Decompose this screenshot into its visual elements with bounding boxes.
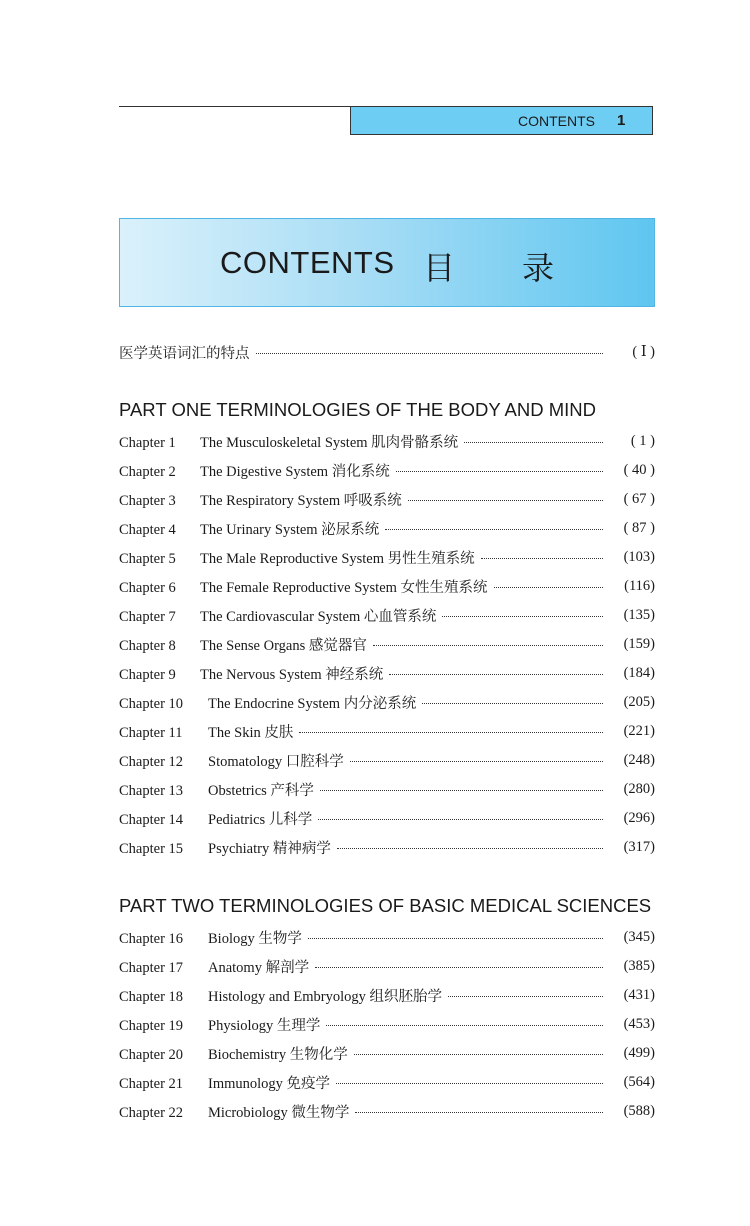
chapter-title: Histology and Embryology 组织胚胎学 xyxy=(208,988,443,1005)
toc-entry[interactable] xyxy=(119,691,655,713)
chapter-title: Stomatology 口腔科学 xyxy=(208,753,344,770)
dot-leader xyxy=(408,500,603,501)
toc-entry[interactable] xyxy=(119,633,655,655)
toc-entry-label xyxy=(119,927,302,948)
dot-leader xyxy=(256,353,604,354)
dot-leader xyxy=(385,529,603,530)
toc-entry[interactable] xyxy=(119,955,655,977)
chapter-title: Anatomy 解剖学 xyxy=(208,959,310,976)
banner-title-en: CONTENTS xyxy=(220,245,395,280)
toc-page-number: (564) xyxy=(623,1073,655,1090)
toc-entry[interactable] xyxy=(119,488,655,510)
running-header xyxy=(350,106,653,135)
toc-entry-label xyxy=(119,547,475,568)
toc-entry-label xyxy=(119,692,416,713)
toc-page-number: (588) xyxy=(623,1102,655,1119)
toc-entry-label xyxy=(119,605,436,626)
toc-page-number: (317) xyxy=(623,838,655,855)
toc-entry-label xyxy=(119,634,367,655)
toc-entry-intro[interactable] xyxy=(119,341,655,363)
dot-leader xyxy=(373,645,603,646)
toc-entry-label xyxy=(119,750,344,771)
toc-page-number: (499) xyxy=(623,1044,655,1061)
chapter-number: Chapter 22 xyxy=(119,1104,184,1121)
header-rule xyxy=(119,106,351,107)
toc-entry-label xyxy=(119,576,488,597)
toc-entry-label xyxy=(119,837,331,858)
dot-leader xyxy=(494,587,603,588)
toc-entry[interactable] xyxy=(119,926,655,948)
toc-entry[interactable] xyxy=(119,459,655,481)
toc-page-number: (103) xyxy=(623,548,655,565)
toc-entry-label xyxy=(119,431,458,452)
toc-page-number: ( 67 ) xyxy=(623,490,655,507)
part-two-heading: PART TWO TERMINOLOGIES OF BASIC MEDICAL SCIENCES xyxy=(119,895,652,916)
toc-entry[interactable] xyxy=(119,1071,655,1093)
chapter-title: Psychiatry 精神病学 xyxy=(208,840,331,857)
chapter-number: Chapter 21 xyxy=(119,1075,184,1092)
dot-leader xyxy=(308,938,603,939)
toc-entry[interactable] xyxy=(119,430,655,452)
toc-entry[interactable] xyxy=(119,807,655,829)
toc-page-number: (205) xyxy=(623,693,655,710)
toc-entry-label xyxy=(119,1014,320,1035)
dot-leader xyxy=(326,1025,603,1026)
contents-banner xyxy=(119,218,655,307)
toc-entry-label xyxy=(119,518,379,539)
toc-page-number: (135) xyxy=(623,606,655,623)
toc-page-number: (345) xyxy=(623,928,655,945)
chapter-title: Microbiology 微生物学 xyxy=(208,1104,350,1121)
toc-entry[interactable] xyxy=(119,604,655,626)
toc-page-number: ( 1 ) xyxy=(630,432,655,449)
dot-leader xyxy=(337,848,603,849)
toc-page-number: ( 40 ) xyxy=(623,461,655,478)
chapter-title: Biochemistry 生物化学 xyxy=(208,1046,348,1063)
chapter-number: Chapter 19 xyxy=(119,1017,184,1034)
dot-leader xyxy=(355,1112,603,1113)
chapter-number: Chapter 12 xyxy=(119,753,184,770)
dot-leader xyxy=(315,967,603,968)
chapter-title: The Urinary System 泌尿系统 xyxy=(200,521,380,538)
toc-page-number: ( 87 ) xyxy=(623,519,655,536)
toc-entry[interactable] xyxy=(119,575,655,597)
chapter-number: Chapter 20 xyxy=(119,1046,184,1063)
dot-leader xyxy=(320,790,603,791)
chapter-title: The Respiratory System 呼吸系统 xyxy=(200,492,402,509)
dot-leader xyxy=(464,442,603,443)
dot-leader xyxy=(389,674,603,675)
toc-entry-label xyxy=(119,779,314,800)
chapter-title: The Digestive System 消化系统 xyxy=(200,463,390,480)
toc-page-number: (453) xyxy=(623,1015,655,1032)
dot-leader xyxy=(354,1054,603,1055)
chapter-number: Chapter 9 xyxy=(119,666,176,683)
chapter-title: Biology 生物学 xyxy=(208,930,302,947)
dot-leader xyxy=(481,558,603,559)
toc-entry[interactable] xyxy=(119,984,655,1006)
chapter-title: The Sense Organs 感觉器官 xyxy=(200,637,367,654)
toc-entry[interactable] xyxy=(119,749,655,771)
chapter-number: Chapter 6 xyxy=(119,579,176,596)
toc-page-number: (385) xyxy=(623,957,655,974)
chapter-title: Physiology 生理学 xyxy=(208,1017,321,1034)
chapter-title: Immunology 免疫学 xyxy=(208,1075,331,1092)
chapter-title: Pediatrics 儿科学 xyxy=(208,811,313,828)
chapter-number: Chapter 10 xyxy=(119,695,184,712)
banner-title-cn-1: 目 xyxy=(423,249,456,287)
chapter-number: Chapter 17 xyxy=(119,959,184,976)
chapter-number: Chapter 11 xyxy=(119,724,183,741)
toc-page-number: (296) xyxy=(623,809,655,826)
page-number: 1 xyxy=(617,112,626,129)
dot-leader xyxy=(396,471,603,472)
dot-leader xyxy=(318,819,603,820)
chapter-number: Chapter 5 xyxy=(119,550,176,567)
toc-page-number: (221) xyxy=(623,722,655,739)
part-one-heading: PART ONE TERMINOLOGIES OF THE BODY AND MIND xyxy=(119,399,596,420)
chapter-title: The Female Reproductive System 女性生殖系统 xyxy=(200,579,488,596)
chapter-title: The Nervous System 神经系统 xyxy=(200,666,384,683)
chapter-number: Chapter 15 xyxy=(119,840,184,857)
toc-entry-label xyxy=(119,808,312,829)
toc-entry-label xyxy=(119,663,383,684)
toc-entry[interactable] xyxy=(119,546,655,568)
toc-page-number: (431) xyxy=(623,986,655,1003)
chapter-number: Chapter 4 xyxy=(119,521,176,538)
toc-entry-label xyxy=(119,460,390,481)
dot-leader xyxy=(448,996,603,997)
chapter-title: The Endocrine System 内分泌系统 xyxy=(208,695,417,712)
chapter-title: The Musculoskeletal System 肌肉骨骼系统 xyxy=(200,434,459,451)
chapter-number: Chapter 3 xyxy=(119,492,176,509)
chapter-number: Chapter 1 xyxy=(119,434,176,451)
chapter-number: Chapter 16 xyxy=(119,930,184,947)
toc-entry-label xyxy=(119,956,309,977)
dot-leader xyxy=(299,732,603,733)
chapter-title: The Skin 皮肤 xyxy=(208,724,294,741)
chapter-number: Chapter 18 xyxy=(119,988,184,1005)
dot-leader xyxy=(336,1083,603,1084)
toc-entry-label xyxy=(119,985,442,1006)
chapter-number: Chapter 7 xyxy=(119,608,176,625)
toc-page-number: (116) xyxy=(624,577,655,594)
toc-entry[interactable] xyxy=(119,1013,655,1035)
toc-entry[interactable] xyxy=(119,836,655,858)
toc-entry-label xyxy=(119,721,293,742)
toc-entry-label xyxy=(119,489,402,510)
banner-title-cn-2: 录 xyxy=(522,249,555,287)
dot-leader xyxy=(350,761,603,762)
toc-entry-label xyxy=(119,1101,349,1122)
toc-entry[interactable] xyxy=(119,778,655,800)
toc-entry-title: 医学英语词汇的特点 xyxy=(119,345,250,362)
chapter-number: Chapter 8 xyxy=(119,637,176,654)
toc-entry-label xyxy=(119,1072,330,1093)
chapter-title: The Male Reproductive System 男性生殖系统 xyxy=(200,550,475,567)
toc-page-number: ( Ⅰ ) xyxy=(632,343,655,360)
toc-entry[interactable] xyxy=(119,720,655,742)
toc-page-number: (248) xyxy=(623,751,655,768)
toc-page-number: (159) xyxy=(623,635,655,652)
dot-leader xyxy=(442,616,603,617)
chapter-number: Chapter 2 xyxy=(119,463,176,480)
toc-entry[interactable] xyxy=(119,1042,655,1064)
chapter-number: Chapter 14 xyxy=(119,811,184,828)
toc-page-number: (280) xyxy=(623,780,655,797)
chapter-number: Chapter 13 xyxy=(119,782,184,799)
toc-page-number: (184) xyxy=(623,664,655,681)
toc-entry[interactable] xyxy=(119,1100,655,1122)
chapter-title: The Cardiovascular System 心血管系统 xyxy=(200,608,437,625)
toc-entry[interactable] xyxy=(119,517,655,539)
toc-entry-label xyxy=(119,1043,348,1064)
running-header-title: CONTENTS xyxy=(518,113,595,129)
chapter-title: Obstetrics 产科学 xyxy=(208,782,314,799)
dot-leader xyxy=(422,703,603,704)
toc-entry[interactable] xyxy=(119,662,655,684)
